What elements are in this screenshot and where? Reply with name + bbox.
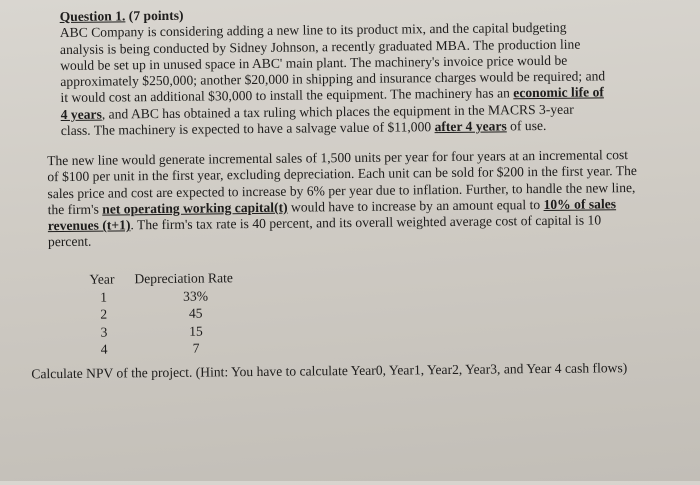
rate-column-header: Depreciation Rate [134, 270, 233, 287]
paragraph-text: , and ABC has obtained a tax ruling which places the equipment in the MACRS 3-year class. The machinery is expected to have a salvage value of $11,000 [60, 101, 574, 139]
underlined-emphasis: economic life of 4 years [60, 84, 604, 122]
table-row [87, 340, 267, 359]
year-cell: 3 [100, 324, 108, 340]
question-intro-paragraph [60, 3, 606, 139]
underlined-emphasis: 10% of sales revenues (t+1) [47, 196, 617, 234]
task-instruction: Calculate NPV of the project. (Hint: You have to calculate Year0, Year1, Year2, Year3, and Year 4 cash flows) [31, 360, 628, 382]
paragraph-text: The new line would generate incremental sales of 1,500 units per year for four years at an incremental cost of $100 per unit in the first year, excluding depreciation. Each unit can be sold for $200 in the first year. The sales price and cost are expected to increase by 6% per year due to inflation. Further, to handle the new line, the firm's [47, 147, 637, 218]
underlined-emphasis: net operating working capital(t) [102, 199, 288, 217]
year-cell: 1 [100, 289, 108, 305]
depreciation-table [86, 270, 267, 359]
underlined-emphasis: after 4 years [434, 118, 507, 135]
table-row [87, 322, 267, 341]
question-number: Question 1. [59, 8, 126, 25]
year-cell: 2 [100, 306, 108, 322]
table-row [87, 287, 267, 306]
paragraph-body [60, 20, 606, 140]
table-header-row [86, 270, 266, 289]
paragraph-text: of use. [506, 118, 547, 134]
rate-cell: 7 [192, 340, 200, 356]
paragraph-text: . The firm's tax rate is 40 percent, and its overall weighted average cost of capital is 10 percent. [47, 212, 602, 250]
question-points: (7 points) [128, 7, 184, 24]
paragraph-text: would have to increase by an amount equal to [287, 196, 544, 215]
rate-cell: 33% [183, 287, 209, 304]
rate-cell: 15 [189, 323, 203, 339]
sales-paragraph [47, 147, 638, 251]
year-cell: 4 [100, 341, 108, 357]
year-column-header: Year [89, 271, 115, 287]
rate-cell: 45 [188, 305, 203, 321]
table-row [87, 305, 267, 324]
paragraph-text: ABC Company is considering adding a new line to its product mix, and the capital budgeting analysis is being conducted by Sidney Johnson, a recently graduated MBA. The production line would be set up in unused space in ABC' main plant. The machinery's invoice price would be approximately $250,000; another $20,000 in shipping and insurance charges would be required; and it would cost an additional $30,000 to install the equipment. The machinery has an [59, 20, 606, 106]
